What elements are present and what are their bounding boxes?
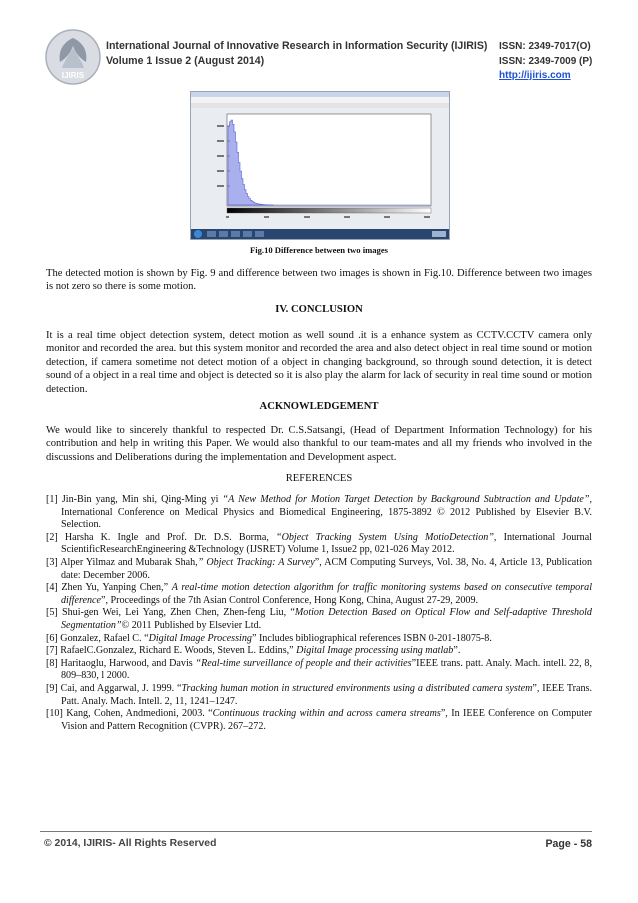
figure-caption: Fig.10 Difference between two images xyxy=(249,245,389,255)
intro-paragraph: The detected motion is shown by Fig. 9 and difference between two images is shown in Fig.10. Difference between two images is not zero so there is some motion. xyxy=(46,268,592,293)
conclusion-heading: IV. CONCLUSION xyxy=(275,304,363,315)
acknowledgement-heading: ACKNOWLEDGEMENT xyxy=(259,401,379,412)
reference-item: [2] Harsha K. Ingle and Prof. Dr. D.S. Borma, “Object Tracking System Using MotioDetection”, International Journal ScientificResearchEngineering &Technology (IJSRET) Volume 1, Issue2 pp, 021-026 May 2012. xyxy=(46,531,592,556)
figure-window-screenshot xyxy=(190,91,450,240)
reference-item: [8] Haritaoglu, Harwood, and Davis “Real-time surveillance of people and their activities”IEEE trans. patt. Analy. Mach. intell. 22, 8, 809–830, l 2000. xyxy=(46,657,592,682)
footer-rule xyxy=(40,831,592,832)
taskbar-clock xyxy=(432,231,446,237)
reference-item: [9] Cai, and Aggarwal, J. 1999. “Tracking human motion in structured environments using a distributed camera system”, IEEE Trans. Patt. Analy. Mach. Intell. 2, 11, 1241–1247. xyxy=(46,682,592,707)
start-button-icon xyxy=(194,230,202,238)
histogram-plot xyxy=(191,108,449,229)
reference-item: [7] RafaelC.Gonzalez, Richard E. Woods, Steven L. Eddins,” Digital Image processing using matlab”. xyxy=(46,645,461,657)
reference-item: [10] Kang, Cohen, Andmedioni, 2003. “Continuous tracking within and across camera streams”, In IEEE Conference on Computer Vision and Pattern Recognition (CVPR). 267–272. xyxy=(46,708,592,732)
reference-item: [4] Zhen Yu, Yanping Chen,” A real-time motion detection algorithm for traffic monitoring systems based on consecutive temporal difference”, Proceedings of the 7th Asian Control Conference, Hong Kong, China, August 27-29, 2009. xyxy=(46,582,593,606)
taskbar-app-icon xyxy=(207,231,216,237)
issn-online: ISSN: 2349-7017(O) xyxy=(499,41,591,52)
taskbar-app-icon xyxy=(243,231,252,237)
reference-list xyxy=(46,494,592,733)
journal-title: International Journal of Innovative Research in Information Security (IJIRIS) xyxy=(106,40,488,52)
conclusion-paragraph: It is a real time object detection system, detect motion as well sound .it is a enhance system as CCTV.CCTV camera only monitor and recorded the area. but this system monitor and recorded the area and also detect object in real time sound or motion detection, if camera sometime not detect motion of a object in changing background, so through sound detection, it is detect sound of a object in a real time and object is detected so it is also play the alarm for lack of security in real time sound or motion detection. xyxy=(46,330,592,395)
os-taskbar xyxy=(191,229,449,239)
ijiris-logo xyxy=(44,28,102,86)
reference-item: [3] Alper Yilmaz and Mubarak Shah,” Object Tracking: A Survey”, ACM Computing Surveys, Vol. 38, No. 4, Article 13, Publication date: December 2006. xyxy=(46,556,592,581)
journal-url[interactable]: http://ijiris.com xyxy=(499,70,571,81)
footer-copyright: © 2014, IJIRIS- All Rights Reserved xyxy=(44,838,217,849)
svg-text:IJIRIS: IJIRIS xyxy=(61,71,85,80)
journal-volume: Volume 1 Issue 2 (August 2014) xyxy=(106,55,265,67)
reference-item: [5] Shui-gen Wei, Lei Yang, Zhen Chen, Zhen-feng Liu, “Motion Detection Based on Optical Flow and Self-adaptive Threshold Segmentation”© 2011 Published by Elsevier Ltd. xyxy=(46,607,592,631)
reference-item: [1] Jin-Bin yang, Min shi, Qing-Ming yi “A New Method for Motion Target Detection by Background Subtraction and Update”, International Conference on Medical Physics and Biomedical Engineering, 1875-3892 © 2012 Published by Elsevier B.V. Selection. xyxy=(46,494,592,531)
grayscale-colorbar xyxy=(227,208,431,213)
reference-item: [6] Gonzalez, Rafael C. “Digital Image Processing” Includes bibliographical references ISBN 0-201-18075-8. xyxy=(46,632,492,644)
issn-print: ISSN: 2349-7009 (P) xyxy=(499,55,593,67)
taskbar-app-icon xyxy=(255,231,264,237)
references-heading: REFERENCES xyxy=(285,473,353,484)
acknowledgement-paragraph: We would like to sincerely thankful to respected Dr. C.S.Satsangi, (Head of Department Information Technology) for his contribution and help in writing this Paper. We would also thankful to our team-mates and all my friends who involved in the discussions and Deliberations during the implementation and Development aspect. xyxy=(46,425,592,463)
taskbar-app-icon xyxy=(231,231,240,237)
plot-axes xyxy=(227,114,431,206)
page-number: Page - 58 xyxy=(545,838,592,850)
issn-block xyxy=(499,40,592,84)
taskbar-app-icon xyxy=(219,231,228,237)
